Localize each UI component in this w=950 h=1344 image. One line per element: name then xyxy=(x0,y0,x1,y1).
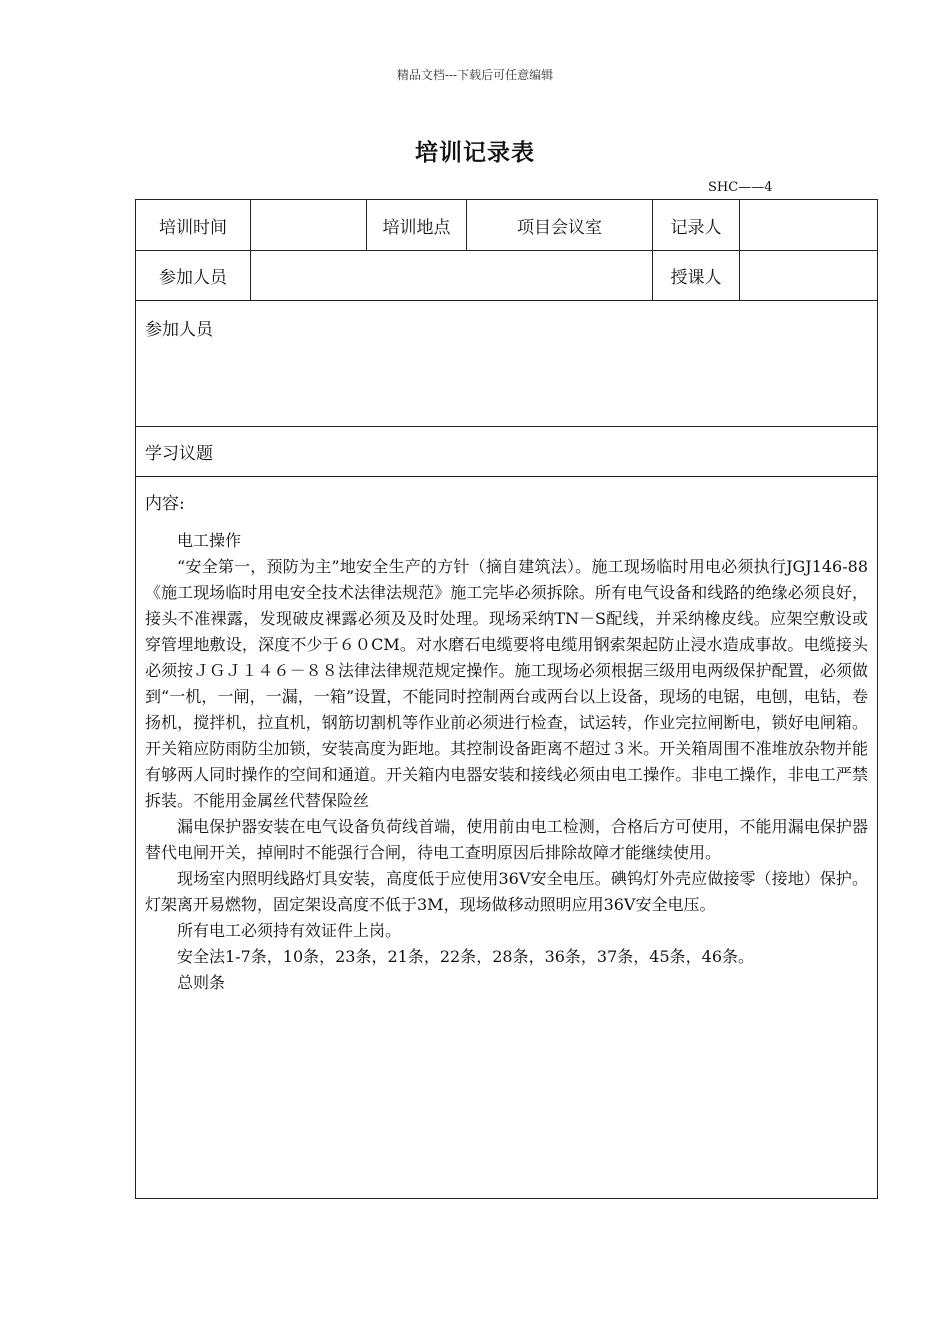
recorder-value[interactable] xyxy=(740,200,878,251)
document-title: 培训记录表 xyxy=(415,139,535,166)
participants-label: 参加人员 xyxy=(136,251,251,301)
recorder-label: 记录人 xyxy=(653,200,740,251)
content-label: 内容: xyxy=(145,494,185,514)
training-place-label: 培训地点 xyxy=(367,200,467,251)
participants-section-label: 参加人员 xyxy=(145,320,213,340)
training-record-table xyxy=(135,199,878,1199)
topic-label: 学习议题 xyxy=(145,444,213,464)
row-participants-lecturer xyxy=(136,251,878,301)
content-paragraph: 电工操作 xyxy=(177,531,242,550)
topic-section[interactable] xyxy=(136,427,878,477)
content-paragraph: 漏电保护器安装在电气设备负荷线首端，使用前由电工检测，合格后方可使用，不能用漏电保护器替代电闸开关，掉闸时不能强行合闸，待电工查明原因后排除故障才能继续使用。 xyxy=(145,817,868,862)
lecturer-label: 授课人 xyxy=(653,251,740,301)
row-topic xyxy=(136,427,878,477)
content-section[interactable] xyxy=(136,477,878,1199)
content-body xyxy=(145,528,868,996)
training-time-label: 培训时间 xyxy=(136,200,251,251)
content-paragraph: 安全法1-7条，10条，23条，21条，22条，28条，36条，37条，45条，46条。 xyxy=(177,947,755,966)
row-time-place xyxy=(136,200,878,251)
form-code: SHC——4 xyxy=(708,180,773,195)
content-paragraph: 现场室内照明线路灯具安装，高度低于应使用36V安全电压。碘钨灯外壳应做接零（接地）保护。灯架离开易燃物，固定架设高度不低于3M，现场做移动照明应用36V安全电压。 xyxy=(145,869,868,914)
training-time-value[interactable] xyxy=(251,200,367,251)
participants-section[interactable] xyxy=(136,301,878,427)
lecturer-value[interactable] xyxy=(740,251,878,301)
training-place-value[interactable]: 项目会议室 xyxy=(467,200,653,251)
content-paragraph: 所有电工必须持有效证件上岗。 xyxy=(177,921,402,940)
row-content xyxy=(136,477,878,1199)
content-paragraph: 总则条 xyxy=(177,973,226,992)
row-participants-section xyxy=(136,301,878,427)
content-paragraph: “安全第一，预防为主”地安全生产的方针（摘自建筑法）。施工现场临时用电必须执行JGJ146-88 《施工现场临时用电安全技术法律法规范》施工完毕必须拆除。所有电气设备和线路的绝缘必须良好，接头不准裸露，发现破皮裸露必须及及时处理。现场采纳TN－S配线，并采纳橡皮线。应架空敷设或穿管埋地敷设，深度不少于６０CM。对水磨石电缆要将电缆用钢索架起防止浸水造成事故。电缆接头必须按ＪＧＪ１４６－８８法律法律规范规定操作。施工现场必须根据三级用电两级保护配置，必须做到“一机，一闸，一漏，一箱”设置，不能同时控制两台或两台以上设备，现场的电锯，电刨，电钻，卷扬机，搅拌机，拉直机，钢筋切割机等作业前必须进行检查，试运转，作业完拉闸断电，锁好电闸箱。开关箱应防雨防尘加锁，安装高度为距地。其控制设备距离不超过３米。开关箱周围不准堆放杂物并能有够两人同时操作的空间和通道。开关箱内电器安装和接线必须由电工操作。非电工操作，非电工严禁拆装。不能用金属丝代替保险丝 xyxy=(145,557,868,810)
header-note: 精品文档---下载后可任意编辑 xyxy=(396,68,554,82)
participants-value[interactable] xyxy=(251,251,653,301)
